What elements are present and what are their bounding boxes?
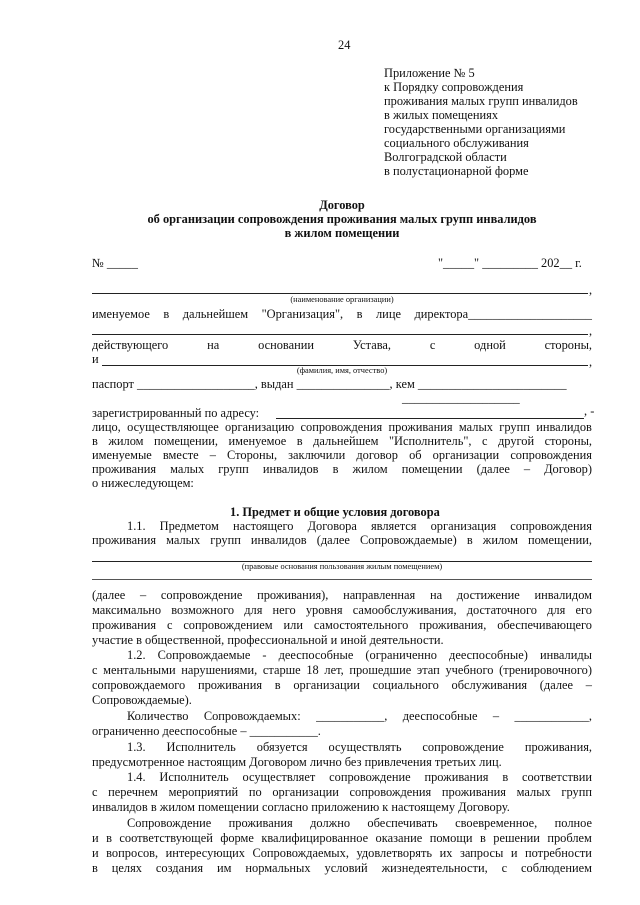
passport-cont: ___________________ xyxy=(402,391,520,405)
appendix-line: в полустационарной форме xyxy=(384,164,529,178)
appendix-line: социального обслуживания xyxy=(384,136,529,150)
blank-line xyxy=(92,334,588,335)
document-subtitle-2: в жилом помещении xyxy=(284,226,400,240)
count-line-2: ограниченно дееспособные – ___________. xyxy=(92,724,321,738)
appendix-line: в жилых помещениях xyxy=(384,108,499,122)
caption-legal: (правовые основания пользования жилым помещением) xyxy=(241,562,443,571)
clause-1-1-line: максимально возможного для него уровня самообслуживания, достаточного для его xyxy=(92,603,592,617)
clause-1-1: 1.1. Предметом настоящего Договора является организация сопровождения xyxy=(127,519,592,533)
contract-date: "_____" _________ 202__ г. xyxy=(438,256,582,270)
paragraph: Сопровождение проживания должно обеспечивать своевременное, полное xyxy=(127,816,592,830)
party-para: лицо, осуществляющее организацию сопровождения проживания малых групп инвалидов xyxy=(92,420,592,434)
comma: , xyxy=(589,283,593,297)
paragraph-line: в целях создания им нормальных условий жизнедеятельности, с соблюдением xyxy=(92,861,592,875)
clause-1-4: 1.4. Исполнитель осуществляет сопровождение проживания в соответствии xyxy=(127,770,592,784)
document-subtitle: об организации сопровождения проживания малых групп инвалидов xyxy=(147,212,537,226)
clause-1-2-line: с ментальными нарушениями, старше 18 лет, прошедшие этап учебного (тренировочного) xyxy=(92,663,592,677)
clause-1-4-line: с перечнем мероприятий по организации сопровождения проживания малых групп xyxy=(92,785,592,799)
appendix-line: к Порядку сопровождения xyxy=(384,80,524,94)
page-number: 24 xyxy=(338,38,351,52)
party-line: именуемое в дальнейшем "Организация", в лице директора____________________ xyxy=(92,307,592,321)
comma: , xyxy=(589,324,593,338)
passport-line: паспорт ___________________, выдан _______________, кем ________________________ xyxy=(92,377,567,391)
appendix-line: Волгоградской области xyxy=(384,150,507,164)
party-para: в жилом помещении, именуемое в дальнейшем "Исполнитель", с другой стороны, xyxy=(92,434,593,448)
address-label: зарегистрированный по адресу: xyxy=(92,406,260,420)
party-para-end: о нижеследующем: xyxy=(92,476,194,490)
clause-1-3: 1.3. Исполнитель обязуется осуществлять сопровождение проживания, xyxy=(127,740,592,754)
clause-1-1-end: участие в общественной, профессиональной и иной деятельности. xyxy=(92,633,444,647)
appendix-line: проживания малых групп инвалидов xyxy=(384,94,578,108)
clause-1-2-line: сопровождаемого проживания в организации социального обслуживания (далее – xyxy=(92,678,592,692)
clause-1-2-end: Сопровождаемые). xyxy=(92,693,192,707)
clause-1-1-line: проживания малых групп инвалидов (далее Сопровождаемые) в жилом помещении, xyxy=(92,533,592,547)
section-heading: 1. Предмет и общие условия договора xyxy=(230,505,440,519)
party-para: проживания малых групп инвалидов в жилом помещении (далее – Договор) xyxy=(92,462,592,476)
address-blank xyxy=(276,418,584,419)
document-title: Договор xyxy=(319,198,365,212)
paragraph-line: и в соответствующей форме квалифицированное оказание помощи в решении проблем xyxy=(92,831,592,845)
separator-line xyxy=(92,579,592,580)
appendix-line: государственными организациями xyxy=(384,122,566,136)
party-para: именуемые вместе – Стороны, заключили договор об организации сопровождения xyxy=(92,448,593,462)
clause-1-1-line: (далее – сопровождение проживания), направленная на достижение инвалидом xyxy=(92,588,593,602)
blank-line xyxy=(92,293,588,294)
count-line: Количество Сопровождаемых: ___________, дееспособные – ____________, xyxy=(127,709,592,723)
comma-dash: , - xyxy=(584,404,595,418)
appendix-line: Приложение № 5 xyxy=(384,66,475,80)
party-line: действующего на основании Устава, с одной стороны, xyxy=(92,338,593,352)
and-word: и xyxy=(92,352,99,366)
paragraph-line: и вопросов, интересующих Сопровождаемых, удовлетворять их запросы и потребности xyxy=(92,846,592,860)
clause-1-2: 1.2. Сопровождаемые - дееспособные (ограниченно дееспособные) инвалиды xyxy=(127,648,592,662)
clause-1-3-end: предусмотренное настоящим Договором лично без привлечения третьих лиц. xyxy=(92,755,502,769)
clause-1-1-line: проживания с сопровождением или самостоятельного проживания, обеспечивающего xyxy=(92,618,592,632)
contract-number: № _____ xyxy=(92,256,138,270)
comma: , xyxy=(589,355,593,369)
clause-1-4-end: инвалидов в жилом помещении согласно приложению к настоящему Договору. xyxy=(92,800,510,814)
caption-org: (наименование организации) xyxy=(290,295,394,304)
caption-fio: (фамилия, имя, отчество) xyxy=(296,366,388,375)
